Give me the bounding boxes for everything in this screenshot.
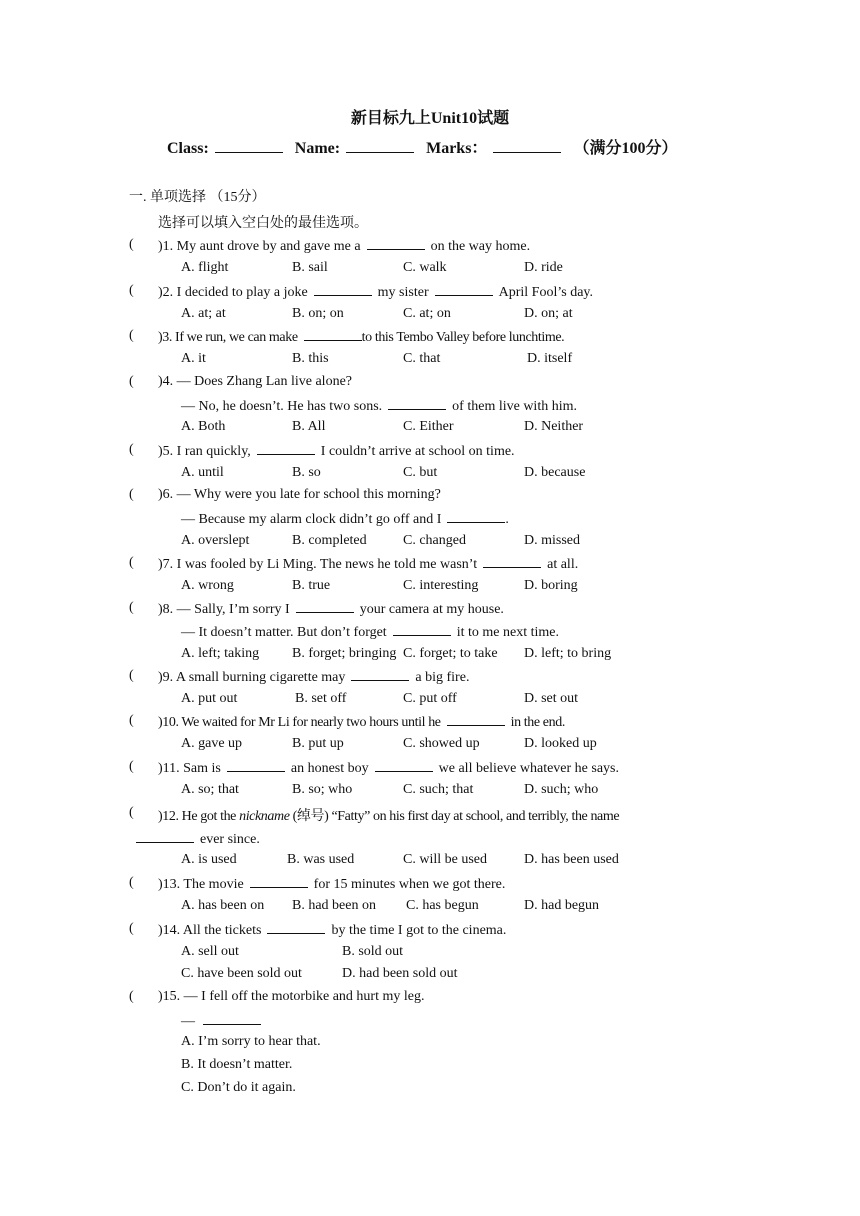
section-instruction: 选择可以填入空白处的最佳选项。	[158, 216, 368, 231]
answer-paren: (	[129, 989, 134, 1004]
section-title: 一. 单项选择 （15分）	[129, 190, 266, 205]
option-c: C. but	[403, 465, 438, 480]
option-a: A. put out	[181, 691, 238, 706]
answer-paren: (	[129, 442, 134, 457]
question-text: .	[505, 512, 509, 527]
question-text: )1. My aunt drove by and gave me a	[158, 239, 361, 254]
answer-paren: (	[129, 237, 134, 252]
question-text: )7. I was fooled by Li Ming. The news he told me wasn’t	[158, 557, 478, 572]
option-c: C. at; on	[403, 306, 451, 321]
answer-blank	[447, 510, 505, 523]
question-11	[158, 759, 619, 777]
question-text: your camera at my house.	[359, 602, 504, 617]
option-d: D. because	[524, 465, 586, 480]
question-13	[158, 875, 505, 893]
option-a: A. gave up	[181, 736, 243, 751]
option-c: C. showed up	[403, 736, 480, 751]
question-text: — No, he doesn’t. He has two sons.	[181, 399, 383, 414]
option-d: D. such; who	[524, 782, 599, 797]
option-d: D. has been used	[524, 852, 619, 867]
answer-blank	[483, 555, 541, 568]
question-text: of them live with him.	[452, 399, 577, 414]
option-b: B. sold out	[342, 944, 404, 959]
option-c: C. interesting	[403, 578, 479, 593]
option-b: B. put up	[292, 736, 344, 751]
option-a: A. is used	[181, 852, 237, 867]
question-text: we all believe whatever he says.	[438, 761, 620, 776]
option-a: A. I’m sorry to hear that.	[181, 1034, 321, 1049]
option-c: C. forget; to take	[403, 646, 498, 661]
option-b: B. on; on	[292, 306, 344, 321]
answer-blank	[367, 237, 425, 250]
question-6-reply	[181, 510, 509, 528]
answer-blank	[304, 328, 362, 341]
question-15-reply	[181, 1012, 267, 1030]
answer-paren: (	[129, 713, 134, 728]
option-b: B. had been on	[292, 898, 376, 913]
question-text: my sister	[377, 285, 429, 300]
answer-paren: (	[129, 875, 134, 890]
option-d: D. ride	[524, 260, 563, 275]
question-text: to this Tembo Valley before lunchtime.	[361, 330, 565, 345]
question-14	[158, 921, 506, 939]
option-d: D. Neither	[524, 419, 584, 434]
option-d: D. looked up	[524, 736, 597, 751]
question-text: it to me next time.	[456, 625, 559, 640]
question-text: )8. — Sally, I’m sorry I	[158, 602, 290, 617]
question-text: )5. I ran quickly,	[158, 444, 251, 459]
answer-paren: (	[129, 555, 134, 570]
question-text: )13. The movie	[158, 877, 244, 892]
question-text: )12. He got the	[158, 809, 236, 824]
question-text: by the time I got to the cinema.	[331, 923, 507, 938]
question-text: )3. If we run, we can make	[158, 330, 298, 345]
option-b: B. so	[292, 465, 321, 480]
answer-blank	[267, 921, 325, 934]
question-text: for 15 minutes when we got there.	[313, 877, 506, 892]
option-d: D. left; to bring	[524, 646, 612, 661]
option-b: B. true	[292, 578, 331, 593]
question-4	[158, 374, 352, 390]
question-text: )11. Sam is	[158, 761, 221, 776]
option-a: A. at; at	[181, 306, 226, 321]
question-1	[158, 237, 530, 255]
name-field[interactable]	[346, 138, 414, 153]
answer-blank	[257, 442, 315, 455]
option-c: C. has begun	[406, 898, 479, 913]
question-text: I couldn’t arrive at school on time.	[320, 444, 515, 459]
option-c: C. have been sold out	[181, 966, 302, 981]
question-text: )14. All the tickets	[158, 923, 262, 938]
question-text: )10. We waited for Mr Li for nearly two hours until he	[158, 715, 441, 730]
option-b: B. All	[292, 419, 326, 434]
question-text: (绰号) “Fatty” on his first day at school, and terribly, the name	[292, 809, 620, 824]
option-b: B. sail	[292, 260, 328, 275]
answer-blank	[250, 875, 308, 888]
option-b: B. forget; bringing	[292, 646, 397, 661]
option-a: A. until	[181, 465, 224, 480]
option-a: A. Both	[181, 419, 226, 434]
question-text: —	[181, 1014, 195, 1029]
question-text: on the way home.	[430, 239, 531, 254]
question-9	[158, 668, 469, 686]
question-10	[158, 713, 565, 731]
question-text: )15. — I fell off the motorbike and hurt my leg.	[158, 989, 425, 1004]
question-text: a big fire.	[415, 670, 470, 685]
option-a: A. overslept	[181, 533, 250, 548]
question-8-reply	[181, 623, 559, 641]
option-b: B. set off	[295, 691, 347, 706]
option-c: C. will be used	[403, 852, 487, 867]
answer-blank	[203, 1012, 261, 1025]
option-d: D. had begun	[524, 898, 600, 913]
option-a: A. wrong	[181, 578, 234, 593]
question-text: — Because my alarm clock didn’t go off and I	[181, 512, 442, 527]
answer-paren: (	[129, 487, 134, 502]
question-text: )4. — Does Zhang Lan live alone?	[158, 374, 352, 389]
option-b: B. was used	[287, 852, 355, 867]
answer-blank	[435, 283, 493, 296]
question-text: at all.	[547, 557, 579, 572]
student-info-row	[167, 135, 767, 158]
option-c: C. such; that	[403, 782, 474, 797]
answer-blank	[136, 830, 194, 843]
option-d: D. set out	[524, 691, 579, 706]
marks-field[interactable]	[493, 138, 561, 153]
answer-blank	[351, 668, 409, 681]
question-4-reply	[181, 397, 577, 415]
question-7	[158, 555, 578, 573]
option-d: D. had been sold out	[342, 966, 458, 981]
question-text: )9. A small burning cigarette may	[158, 670, 346, 685]
question-text: )2. I decided to play a joke	[158, 285, 308, 300]
question-text: in the end.	[510, 715, 565, 730]
option-d: D. missed	[524, 533, 580, 548]
option-b: B. completed	[292, 533, 367, 548]
question-5	[158, 442, 515, 460]
marks-label: Marks：	[426, 140, 488, 157]
option-d: D. itself	[527, 351, 573, 366]
option-a: A. so; that	[181, 782, 239, 797]
option-c: C. changed	[403, 533, 466, 548]
question-3	[158, 328, 564, 346]
option-a: A. has been on	[181, 898, 265, 913]
answer-blank	[388, 397, 446, 410]
answer-blank	[447, 713, 505, 726]
name-label: Name:	[294, 140, 341, 157]
option-b: B. this	[292, 351, 329, 366]
answer-paren: (	[129, 759, 134, 774]
option-c: C. put off	[403, 691, 457, 706]
option-d: D. on; at	[524, 306, 573, 321]
question-text: ever since.	[200, 832, 260, 847]
question-2	[158, 283, 593, 301]
option-a: A. left; taking	[181, 646, 260, 661]
answer-paren: (	[129, 283, 134, 298]
question-12	[158, 805, 619, 825]
question-12-continued	[132, 830, 260, 848]
option-c: C. that	[403, 351, 441, 366]
option-c: C. walk	[403, 260, 447, 275]
question-8	[158, 600, 504, 618]
answer-paren: (	[129, 600, 134, 615]
answer-blank	[227, 759, 285, 772]
answer-paren: (	[129, 668, 134, 683]
question-text: )6. — Why were you late for school this morning?	[158, 487, 441, 502]
answer-blank	[314, 283, 372, 296]
option-b: B. It doesn’t matter.	[181, 1057, 293, 1072]
option-a: A. it	[181, 351, 206, 366]
option-d: D. boring	[524, 578, 578, 593]
question-15	[158, 989, 424, 1005]
option-b: B. so; who	[292, 782, 353, 797]
page-title: 新目标九上Unit10试题	[350, 110, 510, 127]
option-a: A. sell out	[181, 944, 239, 959]
answer-blank	[296, 600, 354, 613]
italic-term: nickname	[239, 809, 290, 824]
full-marks-note: （满分100分）	[573, 140, 678, 157]
answer-blank	[375, 759, 433, 772]
option-c: C. Don’t do it again.	[181, 1080, 296, 1095]
question-text: April Fool’s day.	[498, 285, 593, 300]
class-label: Class:	[167, 140, 209, 157]
class-field[interactable]	[215, 138, 283, 153]
question-6	[158, 487, 441, 503]
question-text: an honest boy	[290, 761, 369, 776]
answer-blank	[393, 623, 451, 636]
question-text: — It doesn’t matter. But don’t forget	[181, 625, 387, 640]
answer-paren: (	[129, 921, 134, 936]
option-c: C. Either	[403, 419, 454, 434]
answer-paren: (	[129, 805, 134, 820]
answer-paren: (	[129, 374, 134, 389]
option-a: A. flight	[181, 260, 229, 275]
answer-paren: (	[129, 328, 134, 343]
